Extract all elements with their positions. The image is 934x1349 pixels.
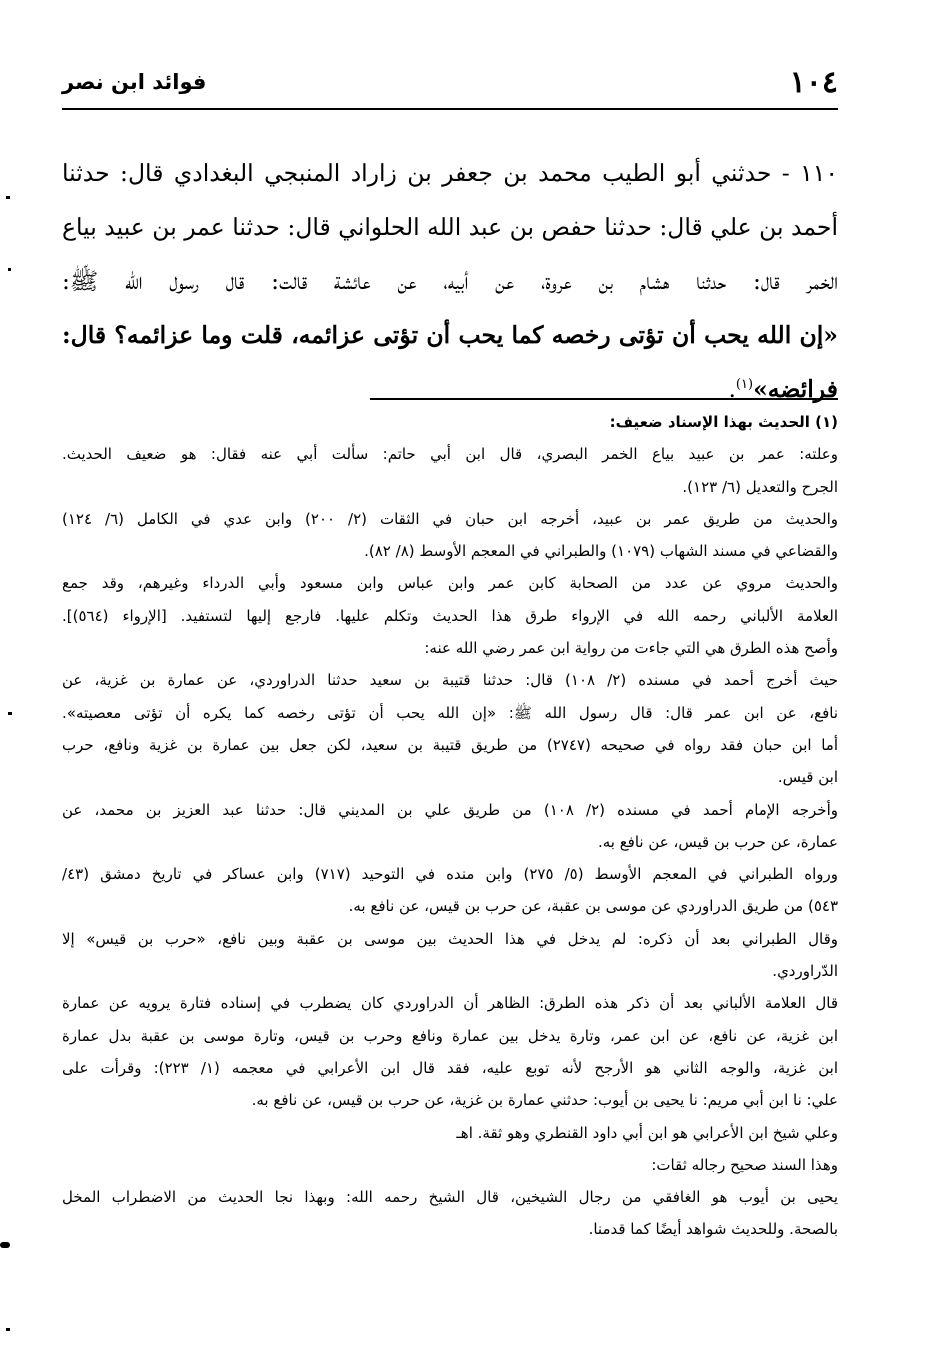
footnote-line: وقال الطبراني بعد أن ذكره: لم يدخل في هذا الحديث بين موسى بن عقبة وبين نافع، «حرب بن قيس» إلا [62,929,838,948]
footnote-line: الدّراوردي. [772,962,838,981]
footnote-line: حيث أخرج أحمد في مسنده (٢/ ١٠٨) قال: حدثنا قتيبة بن سعيد حدثنا الدراوردي، عن عمارة بن غزية، عن [62,671,838,690]
footnote-line: وهذا السند صحيح رجاله ثقات: [651,1155,838,1174]
footnote-line: والحديث من طريق عمر بن عبيد، أخرجه ابن حبان في الثقات (٢/ ٢٠٠) وابن عدي في الكامل (٦/ ١٢٤) [62,509,838,528]
footnote-line: وأصح هذه الطرق هي التي جاءت من رواية ابن عمر رضي الله عنه: [424,639,838,658]
footnotes [62,406,838,1246]
scan-speck [6,196,10,199]
footnote-line: العلامة الألباني رحمه الله في الإرواء طرق هذا الحديث وتكلم عليها. فارجع إليها لتستفيد. [الإرواء (٥٦٤)]. [62,606,838,625]
footnote-line: الجرح والتعديل (٦/ ١٢٣). [682,477,838,496]
footnote-line: علي: نا ابن أبي مريم: نا يحيى بن أيوب: حدثني عمارة بن غزية، عن حرب بن قيس، عن نافع به. [251,1091,838,1110]
header-rule [62,108,838,110]
hadith-text [62,146,838,416]
page-number: ١٠٤ [789,64,838,100]
scan-speck [8,268,11,271]
footnote-line: نافع، عن ابن عمر قال: قال رسول الله ﷺ: «إن الله يحب أن تؤتى رخصه كما يكره أن تؤتى معصيته». [62,703,838,722]
footnote-line: ابن غزية، والوجه الثاني هو الأرجح لأنه توبع عليه، فقد قال ابن الأعرابي في معجمه (١/ ٢٢٣): وقرأت على [62,1058,838,1077]
hadith-line: ١١٠ - حدثني أبو الطيب محمد بن جعفر بن زاراد المنبجي البغدادي قال: حدثنا [62,159,838,187]
footnote-line: عمارة، عن حرب بن قيس، عن نافع به. [597,832,838,851]
footnote-line: وأخرجه الإمام أحمد في مسنده (٢/ ١٠٨) من طريق علي بن المديني قال: حدثنا عبد العزيز بن محمد، عن [62,800,838,819]
footnote-marker: (١) [735,377,754,393]
scan-speck [8,712,12,715]
footnote-line: وعلي شيخ ابن الأعرابي هو ابن أبي داود القنطري وهو ثقة. اهـ [456,1123,838,1142]
footnote-line: وعلته: عمر بن عبيد بياع الخمر البصري، قال ابن أبي حاتم: سألت أبي عنه فقال: هو ضعيف الحديث. [62,445,838,464]
hadith-line: «إن الله يحب أن تؤتى رخصه كما يحب أن تؤتى عزائمه، قلت وما عزائمه؟ قال: [62,321,838,349]
footnote-line: ابن قيس. [777,768,838,787]
footnote-line: ٥٤٣) من طريق الدراوردي عن موسى بن عقبة، عن حرب بن قيس، عن نافع به. [348,897,838,916]
footnote-line: (١) الحديث بهذا الإسناد ضعيف: [609,413,838,431]
footnote-line: قال العلامة الألباني بعد أن ذكر هذه الطرق: الظاهر أن الدراوردي كان يضطرب في إسناده فتارة يرويه عن عمارة [62,994,838,1013]
scan-speck [0,1242,10,1248]
footnote-line: والحديث مروي عن عدد من الصحابة كابن عمر وابن عباس وابن مسعود وأبي الدرداء وغيرهم، وقد جمع [62,574,838,593]
footnote-line: يحيى بن أيوب هو الغافقي من رجال الشيخين، قال الشيخ رحمه الله: وبهذا نجا الحديث من الاضطراب المخل [62,1188,838,1207]
footnote-line: ورواه الطبراني في المعجم الأوسط (٥/ ٢٧٥) وابن منده في التوحيد (٧١٧) وابن عساكر في تاريخ دمشق (٤٣/ [62,865,838,884]
hadith-line: أحمد بن علي قال: حدثنا حفص بن عبد الله الحلواني قال: حدثنا عمر بن عبيد بياع [62,213,838,241]
footnote-line: ابن غزية، عن نافع، عن ابن عمر، وتارة يدخل بين عمارة ونافع وحرب بن قيس، وتارة موسى بن عقبة بدل عمارة [62,1026,838,1045]
hadith-line: فرائضه» [753,375,838,403]
footnote-line: والقضاعي في مسند الشهاب (١٠٧٩) والطبراني في المعجم الأوسط (٨/ ٨٢). [364,542,838,561]
hadith-line: الخمر قال: حدثنا هشام بن عروة، عن أبيه، عن عائشة قالت: قال رسول الله ﷺ: [62,267,838,295]
hadith-end: . [728,375,736,403]
footnote-separator [370,398,838,400]
page-header [62,60,838,104]
footnote-line: أما ابن حبان فقد رواه في صحيحه (٢٧٤٧) من طريق قتيبة بن سعيد، لكن جعل بين عمارة بن غزية ونافع، حرب [62,735,838,754]
scan-speck [6,1328,10,1331]
footnote-line: بالصحة. وللحديث شواهد أيضًا كما قدمنا. [588,1220,838,1239]
book-title: فوائد ابن نصر [62,70,207,94]
